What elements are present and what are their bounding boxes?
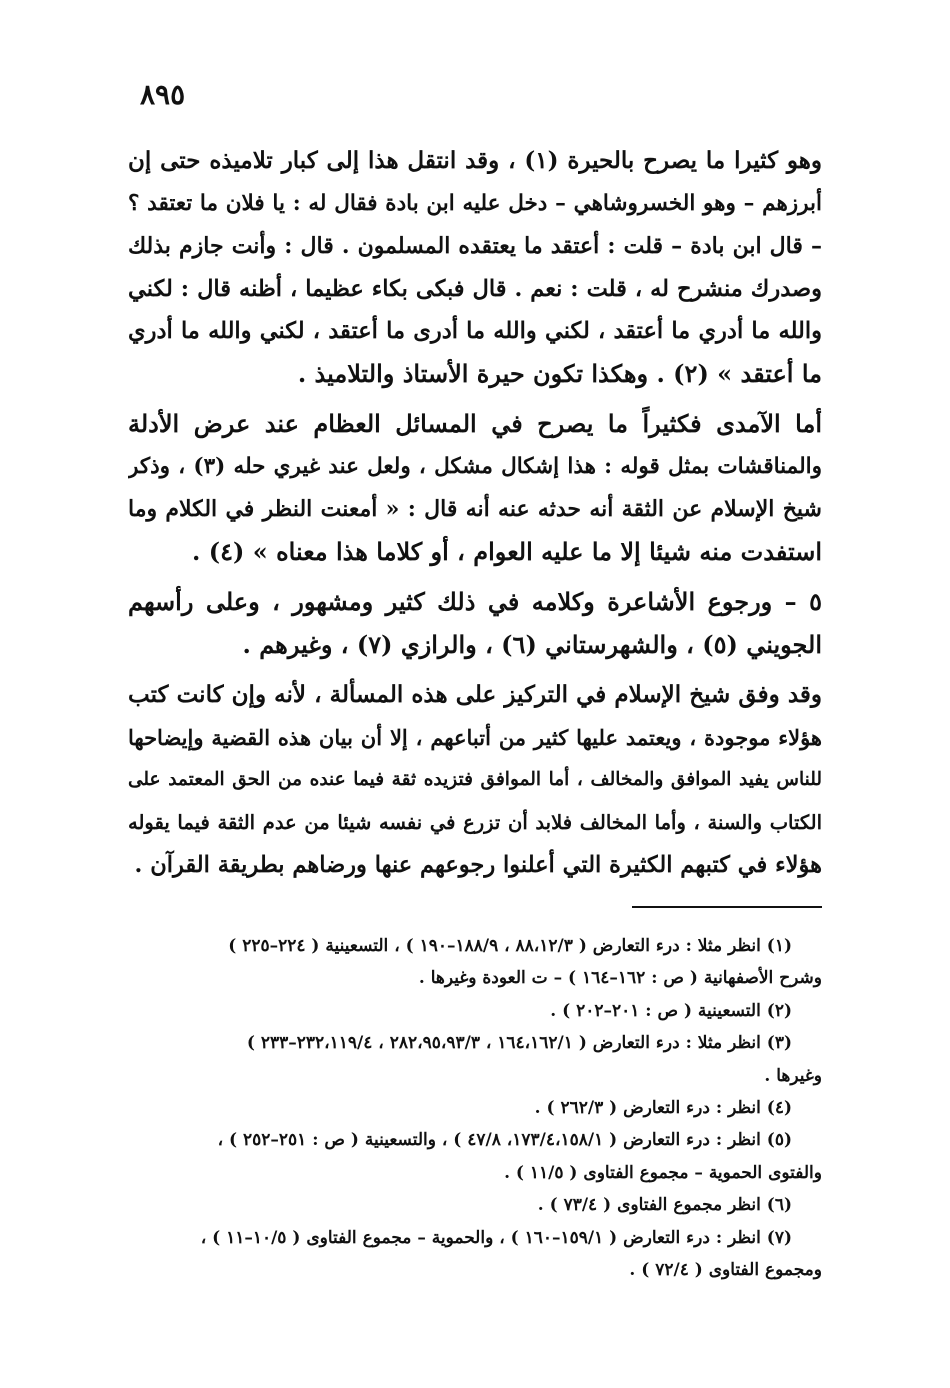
text-line: والله ما أدري ما أعتقد ، لكني والله ما أدرى ما أعتقد ، لكني والله ما أدري: [128, 318, 822, 344]
footnote-line: (١) انظر مثلا : درء التعارض ( ٨٨،١٢/٣ ، ١٨٨/٩–١٩٠ ) ، التسعينية ( ٢٢٤–٢٢٥ ): [228, 936, 792, 956]
footnote: [128, 1189, 822, 1221]
text-line: أبرزهم – وهو الخسروشاهي – دخل عليه ابن بادة فقال له : يا فلان ما تعتقد ؟: [128, 190, 822, 216]
footnote-line: (٦) انظر مجموع الفتاوى ( ٧٣/٤ ) .: [537, 1195, 792, 1216]
paragraph: [128, 581, 822, 666]
text-line: أما الآمدى فكثيراً ما يصرح في المسائل العظام عند عرض الأدلة: [128, 409, 822, 438]
text-line: شيخ الإسلام عن الثقة أنه حدثه عنه أنه قال : « أمعنت النظر في الكلام وما: [128, 496, 822, 522]
text-line: الكتاب والسنة ، وأما المخالف فلابد أن تزرع في نفسه شيئا من عدم الثقة فيما يقوله: [128, 810, 822, 834]
footnote-divider: [632, 906, 822, 908]
footnote-line: وغيرها .: [764, 1065, 822, 1086]
footnote-line: (٣) انظر مثلا : درء التعارض ( ١٦٤،١٦٢/١ ، ٢٨٢،٩٥،٩٣/٣ ، ٢٣٢،١١٩/٤–٢٣٣ ): [246, 1033, 792, 1054]
footnote: [128, 995, 822, 1027]
footnote-line: (٢) التسعينية ( ص : ٢٠١–٢٠٢ ) .: [550, 1000, 792, 1021]
footnote-line: ومجموع الفتاوى ( ٧٢/٤ ) .: [629, 1259, 822, 1280]
text-line: استفدت منه شيئا إلا ما عليه العوام ، أو كلاما هذا معناه » (٤) .: [192, 536, 822, 566]
text-line: – قال ابن بادة – قلت : أعتقد ما يعتقده المسلمون . قال : وأنت جازم بذلك: [128, 233, 822, 259]
text-line: ٥ – ورجوع الأشاعرة وكلامه في ذلك كثير ومشهور ، وعلى رأسهم: [128, 587, 822, 616]
text-line: ما أعتقد » (٢) . وهكذا تكون حيرة الأستاذ والتلاميذ .: [297, 358, 822, 388]
text-line: هؤلاء موجودة ، ويعتمد عليها كثير من أتباعهم ، إلا أن بيان هذه القضية وإيضاحها: [128, 724, 822, 750]
page-number: ٨٩٥: [140, 78, 186, 111]
text-line: للناس يفيد الموافق والمخالف ، أما الموافق فتزيده ثقة فيما عنده من الحق المعتمد على: [128, 769, 822, 790]
footnote-line: (٥) انظر : درء التعارض ( ١٧٣/٤،١٥٨/١، ٤٧/٨ ) ، والتسعينية ( ص : ٢٥١–٢٥٢ ) ،: [217, 1130, 792, 1151]
text-line: الجويني (٥) ، والشهرستاني (٦) ، والرازي (٧) ، وغيرهم .: [242, 629, 822, 659]
footnote-line: وشرح الأصفهانية ( ص : ١٦٢–١٦٤ ) – ت العودة وغيرها .: [418, 968, 822, 989]
footnote: [128, 1027, 822, 1092]
footnote: [128, 930, 822, 995]
text-line: وقد وفق شيخ الإسلام في التركيز على هذه المسألة ، لأنه وإن كانت كتب: [128, 681, 822, 708]
paragraph: [128, 403, 822, 573]
text-line: وهو كثيرا ما يصرح بالحيرة (١) ، وقد انتقل هذا إلى كبار تلاميذه حتى إن: [128, 147, 822, 174]
footnote: [128, 1124, 822, 1189]
main-text: [128, 140, 822, 895]
footnote-line: (٤) انظر : درء التعارض ( ٢٦٢/٣ ) .: [534, 1097, 792, 1118]
footnote-line: والفتوى الحموية – مجموع الفتاوى ( ١١/٥ ) .: [504, 1162, 822, 1183]
footnote-line: (٧) انظر : درء التعارض ( ١٥٩/١–١٦٠ ) ، والحموية – مجموع الفتاوى ( ١٠/٥–١١ ) ،: [200, 1227, 792, 1248]
footnotes: [128, 930, 822, 1286]
paragraph: [128, 140, 822, 395]
footnote: [128, 1092, 822, 1124]
text-line: والمناقشات بمثل قوله : هذا إشكال مشكل ، ولعل عند غيري حله (٣) ، وذكر: [128, 453, 822, 479]
text-line: هؤلاء في كتبهم الكثيرة التي أعلنوا رجوعهم عنها ورضاهم بطريقة القرآن .: [134, 852, 822, 878]
text-line: وصدرك منشرح له ، قلت : نعم . قال فبكى بكاء عظيما ، أظنه قال : لكني: [128, 275, 822, 302]
footnote: [128, 1222, 822, 1287]
paragraph: [128, 674, 822, 887]
